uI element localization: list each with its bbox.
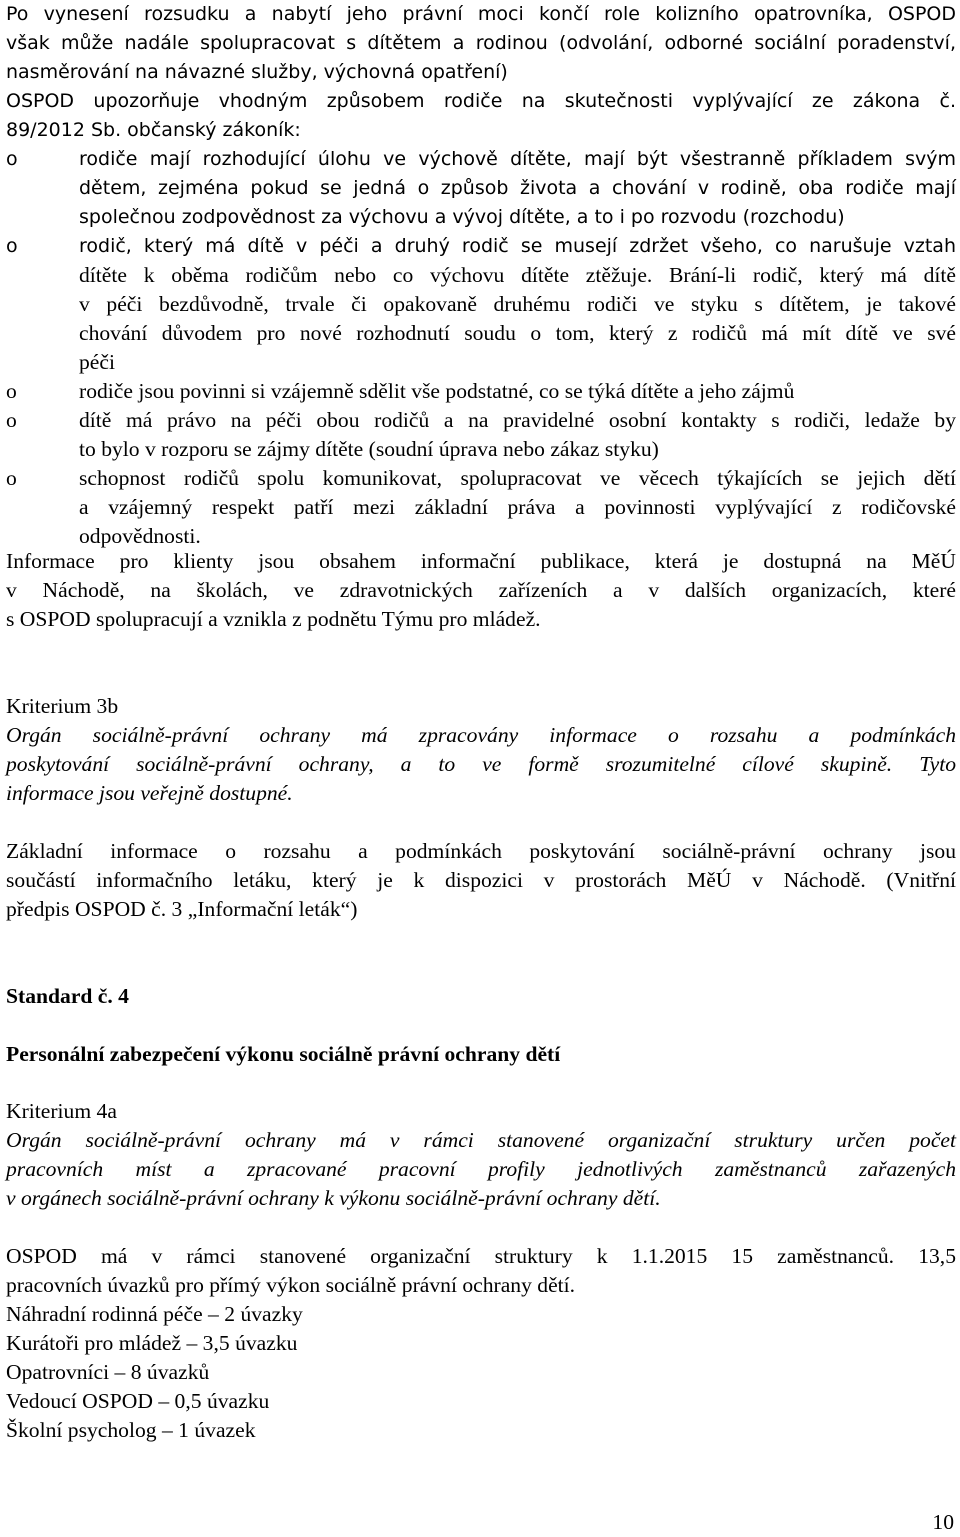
staff-item: Náhradní rodinná péče – 2 úvazky (6, 1302, 303, 1326)
bullet-marker: o (6, 235, 18, 257)
kriterium-line: Orgán sociálně-právní ochrany má v rámci stanovené organizační struktury určen počet (6, 1128, 956, 1152)
zakladni-line: Základní informace o rozsahu a podmínkách poskytování sociálně-právní ochrany jsou (6, 839, 956, 863)
intro-line: nasměrování na návazné služby, výchovná opatření) (6, 61, 508, 83)
bullet-marker: o (6, 408, 17, 432)
info-line: s OSPOD spolupracují a vznikla z podnětu Týmu pro mládež. (6, 607, 541, 631)
info-line: v Náchodě, na školách, ve zdravotnických zařízeních a v dalších organizacích, které (6, 578, 956, 602)
intro-line: však může nadále spolupracovat s dítětem a rodinou (odvolání, odborné sociální poradenství, (6, 32, 956, 54)
staff-list (6, 1300, 956, 1445)
kriterium-line: v orgánech sociálně-právní ochrany k výkonu sociálně-právní ochrany dětí. (6, 1186, 661, 1210)
list-item (6, 464, 956, 551)
kriterium-4a-heading: Kriterium 4a (6, 1099, 117, 1123)
intro-line: 89/2012 Sb. občanský zákoník: (6, 119, 301, 141)
list-item-line: společnou zodpovědnost za výchovu a vývoj dítěte, a to i po rozvodu (rozchodu) (79, 206, 845, 228)
list-item-line: schopnost rodičů spolu komunikovat, spolupracovat ve věcech týkajících se jejich dětí (79, 466, 956, 490)
kriterium-4a-text (6, 1126, 956, 1213)
kriterium-line: informace jsou veřejně dostupné. (6, 781, 293, 805)
list-item (6, 406, 956, 464)
page-number: 10 (932, 1510, 954, 1534)
bullet-marker: o (6, 379, 17, 403)
list-item-line (79, 261, 956, 290)
list-item-line: rodič, který má dítě v péči a druhý rodič se musejí zdržet všeho, co narušuje vztah (79, 235, 956, 257)
list-item-line: a vzájemný respekt patří mezi základní práva a povinnosti vyplývající z rodičovské (79, 495, 956, 519)
list-item-line: dítě má právo na péči obou rodičů a na pravidelné osobní kontakty s rodiči, ledaže by (79, 408, 956, 432)
info-paragraph (6, 547, 956, 634)
list-item (6, 232, 956, 377)
kriterium-3b-heading: Kriterium 3b (6, 694, 119, 718)
list-item (6, 145, 956, 232)
kriterium-line: pracovních míst a zpracované pracovní profily jednotlivých zaměstnanců zařazených (6, 1157, 956, 1181)
standard-title: Personální zabezpečení výkonu sociálně právní ochrany dětí (6, 1042, 561, 1066)
intro-line: OSPOD upozorňuje vhodným způsobem rodiče na skutečnosti vyplývající ze zákona č. (6, 90, 956, 112)
list-item-line-text: dítěte k oběma rodičům nebo co výchovu dítěte ztěžuje. Brání-li rodič, který má dítě (79, 263, 956, 287)
bullet-marker: o (6, 148, 18, 170)
zakladni-line: předpis OSPOD č. 3 „Informační leták“) (6, 897, 358, 921)
kriterium-line: Orgán sociálně-právní ochrany má zpracovány informace o rozsahu a podmínkách (6, 723, 956, 747)
list-item-line: péči (79, 350, 115, 374)
ospod-paragraph (6, 1242, 956, 1300)
intro-paragraph (6, 0, 956, 145)
intro-line: Po vynesení rozsudku a nabytí jeho právní moci končí role kolizního opatrovníka, OSPOD (6, 3, 956, 25)
ospod-line: pracovních úvazků pro přímý výkon sociálně právní ochrany dětí. (6, 1273, 576, 1297)
zakladni-line: součástí informačního letáku, který je k dispozici v prostorách MěÚ v Náchodě. (Vnitřní (6, 868, 956, 892)
list-item-line: to bylo v rozporu se zájmy dítěte (soudní úprava nebo zákaz styku) (79, 437, 659, 461)
staff-item: Opatrovníci – 8 úvazků (6, 1360, 210, 1384)
zakladni-paragraph (6, 837, 956, 924)
list-item-line: v péči bezdůvodně, trvale či opakovaně druhému rodiči ve styku s dítětem, je takové (79, 292, 956, 316)
kriterium-3b-text (6, 721, 956, 808)
list-item-line: rodiče mají rozhodující úlohu ve výchově dítěte, mají být všestranně příkladem svým (79, 148, 956, 170)
staff-item: Kurátoři pro mládež – 3,5 úvazku (6, 1331, 298, 1355)
list-item-line: dětem, zejména pokud se jedná o způsob života a chování v rodině, oba rodiče mají (79, 177, 956, 199)
ospod-line: OSPOD má v rámci stanovené organizační struktury k 1.1.2015 15 zaměstnanců. 13,5 (6, 1244, 956, 1268)
bullet-marker: o (6, 466, 17, 490)
info-line: Informace pro klienty jsou obsahem informační publikace, která je dostupná na MěÚ (6, 549, 956, 573)
rights-list (6, 145, 956, 551)
list-item (6, 377, 956, 406)
standard-heading: Standard č. 4 (6, 984, 129, 1008)
list-item-line: odpovědnosti. (79, 524, 201, 548)
staff-item: Školní psycholog – 1 úvazek (6, 1418, 256, 1442)
list-item-line: chování důvodem pro nové rozhodnutí soudu o tom, který z rodičů má mít dítě ve své (79, 321, 956, 345)
list-item-line: rodiče jsou povinni si vzájemně sdělit vše podstatné, co se týká dítěte a jeho zájmů (79, 379, 795, 403)
kriterium-line: poskytování sociálně-právní ochrany, a to ve formě srozumitelné cílové skupině. Tyto (6, 752, 956, 776)
staff-item: Vedoucí OSPOD – 0,5 úvazku (6, 1389, 270, 1413)
